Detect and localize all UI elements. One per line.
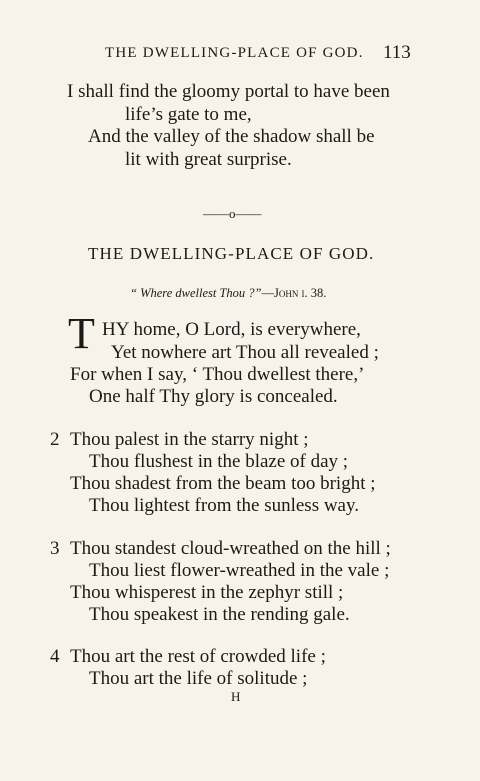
page-number: 113: [383, 42, 411, 63]
stanza-2-line-3: Thou shadest from the beam too bright ;: [70, 473, 376, 494]
stanza-3-line-3: Thou whisperest in the zephyr still ;: [70, 582, 344, 603]
stanza-1-line-2: Yet nowhere art Thou all revealed ;: [111, 342, 379, 363]
stanza-2-line-4: Thou lightest from the sunless way.: [89, 495, 360, 516]
poem-title: THE DWELLING-PLACE OF GOD.: [88, 244, 375, 263]
previous-poem-line-1: I shall find the gloomy portal to have been: [67, 81, 390, 102]
epigraph-source: —John i. 38.: [261, 286, 327, 300]
stanza-3-line-4: Thou speakest in the rending gale.: [89, 604, 350, 625]
stanza-3-number: 3: [50, 538, 60, 559]
stanza-1-line-4: One half Thy glory is concealed.: [89, 386, 338, 407]
stanza-2-number: 2: [50, 429, 60, 450]
running-head-title: THE DWELLING-PLACE OF GOD.: [105, 45, 364, 61]
signature-mark: H: [231, 689, 241, 704]
drop-cap: T: [68, 309, 95, 358]
previous-poem-line-4: lit with great surprise.: [125, 149, 292, 170]
epigraph: [130, 286, 326, 301]
stanza-4-line-1: Thou art the rest of crowded life ;: [70, 646, 326, 667]
previous-poem-line-3: And the valley of the shadow shall be: [88, 126, 375, 147]
stanza-1-line-1: HY home, O Lord, is everywhere,: [102, 319, 361, 340]
stanza-1-line-3: For when I say, ‘ Thou dwellest there,’: [70, 364, 365, 385]
stanza-4-number: 4: [50, 646, 60, 667]
stanza-3-line-1: Thou standest cloud-wreathed on the hill ;: [70, 538, 391, 559]
stanza-3-line-2: Thou liest flower-wreathed in the vale ;: [89, 560, 390, 581]
stanza-2-line-1: Thou palest in the starry night ;: [70, 429, 309, 450]
section-separator: ——o——: [203, 206, 262, 221]
stanza-4-line-2: Thou art the life of solitude ;: [89, 668, 308, 689]
previous-poem-line-2: life’s gate to me,: [125, 104, 252, 125]
stanza-2-line-2: Thou flushest in the blaze of day ;: [89, 451, 349, 472]
epigraph-quote: “ Where dwellest Thou ?”: [130, 286, 262, 300]
